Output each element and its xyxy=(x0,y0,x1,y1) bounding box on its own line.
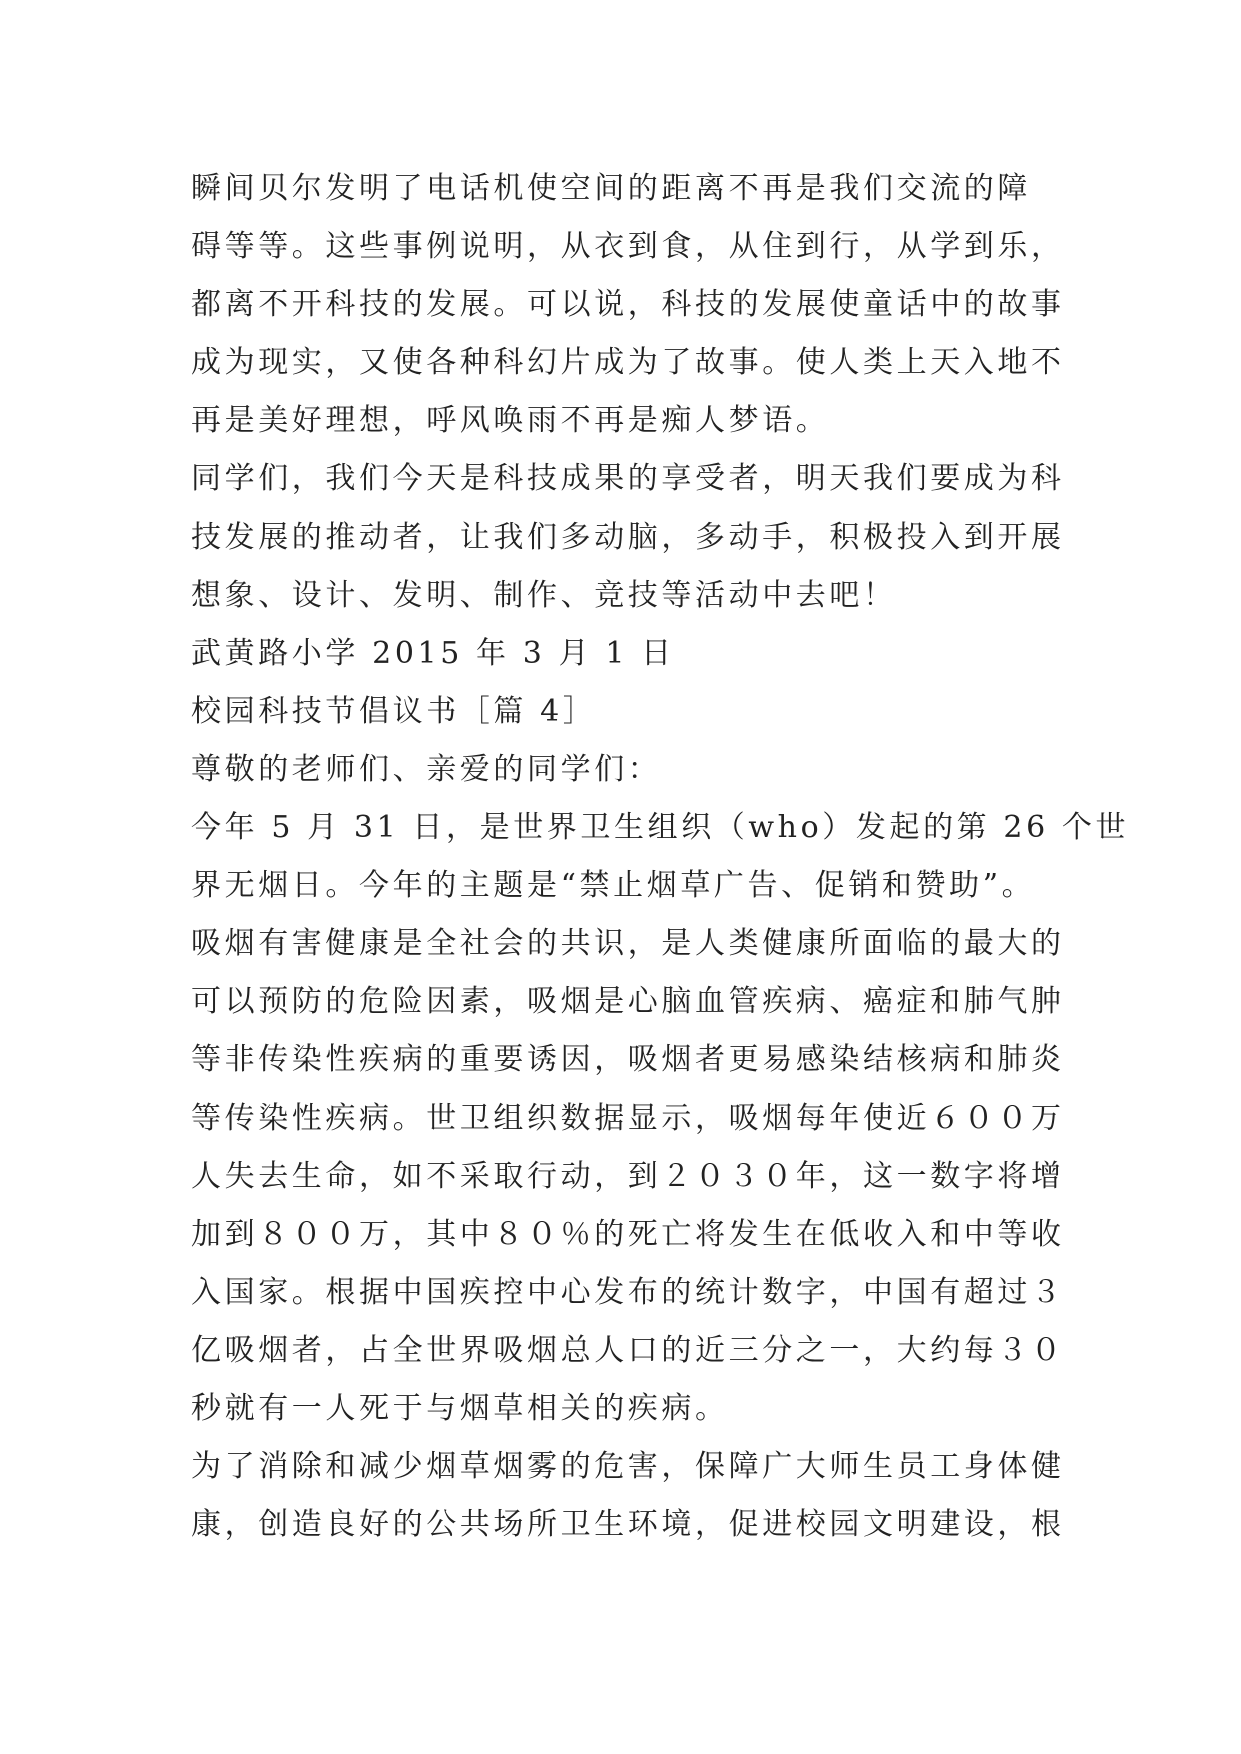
text-line: 人失去生命，如不采取行动，到２０３０年，这一数字将增 xyxy=(191,1158,1065,1194)
text-line: 都离不开科技的发展。可以说，科技的发展使童话中的故事 xyxy=(191,287,1065,323)
text-line: 瞬间贝尔发明了电话机使空间的距离不再是我们交流的障 xyxy=(191,171,1031,206)
text-line: 康，创造良好的公共场所卫生环境，促进校园文明建设，根 xyxy=(191,1507,1065,1543)
text-line: 想象、设计、发明、制作、竞技等活动中去吧！ xyxy=(191,577,897,613)
text-line: 可以预防的危险因素，吸烟是心脑血管疾病、癌症和肺气肿 xyxy=(191,984,1065,1020)
text-line: 秒就有一人死于与烟草相关的疾病。 xyxy=(191,1390,729,1426)
text-line: 入国家。根据中国疾控中心发布的统计数字，中国有超过３ xyxy=(191,1274,1065,1310)
text-line: 加到８００万，其中８０％的死亡将发生在低收入和中等收 xyxy=(191,1216,1065,1252)
text-line: 等非传染性疾病的重要诱因，吸烟者更易感染结核病和肺炎 xyxy=(191,1042,1065,1078)
signature-line: 武黄路小学 2015 年 3 月 1 日 xyxy=(191,635,675,671)
text-line: 等传染性疾病。世卫组织数据显示，吸烟每年使近６００万 xyxy=(191,1100,1065,1136)
text-line: 为了消除和减少烟草烟雾的危害，保障广大师生员工身体健 xyxy=(191,1449,1065,1485)
text-line: 技发展的推动者，让我们多动脑，多动手，积极投入到开展 xyxy=(191,519,1065,555)
text-line: 吸烟有害健康是全社会的共识，是人类健康所面临的最大的 xyxy=(191,926,1065,962)
text-line: 碍等等。这些事例说明，从衣到食，从住到行，从学到乐， xyxy=(191,229,1065,265)
body-text xyxy=(191,160,1130,1554)
text-line: 亿吸烟者，占全世界吸烟总人口的近三分之一，大约每３０ xyxy=(191,1332,1065,1368)
text-line: 再是美好理想，呼风唤雨不再是痴人梦语。 xyxy=(191,403,830,439)
text-line: 今年 5 月 31 日，是世界卫生组织（who）发起的第 26 个世 xyxy=(191,810,1130,846)
section-title: 校园科技节倡议书［篇 4］ xyxy=(191,693,597,729)
text-line: 同学们，我们今天是科技成果的享受者，明天我们要成为科 xyxy=(191,461,1065,497)
text-line: 界无烟日。今年的主题是“禁止烟草广告、促销和赞助”。 xyxy=(191,868,1036,904)
text-line: 成为现实，又使各种科幻片成为了故事。使人类上天入地不 xyxy=(191,345,1065,381)
salutation-line: 尊敬的老师们、亲爱的同学们： xyxy=(191,751,662,787)
